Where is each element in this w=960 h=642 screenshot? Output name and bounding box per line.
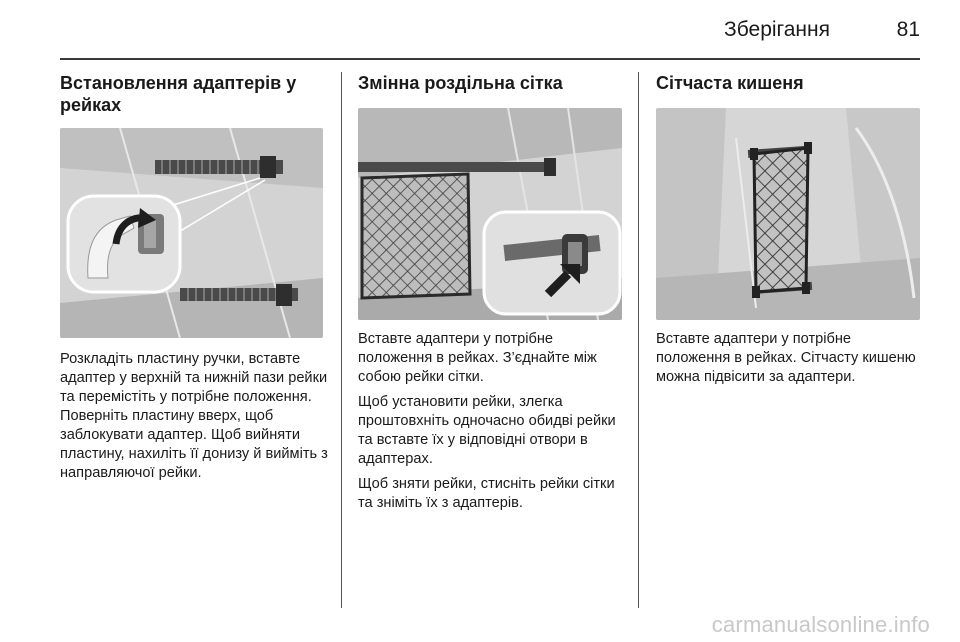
column-adapters <box>60 72 328 481</box>
paragraph: Щоб зняти рейки, стисніть рейки сітки та зніміть їх з адаптерів. <box>358 476 615 511</box>
text-partition-net <box>358 330 630 519</box>
heading-net-pocket: Сітчаста кишеня <box>656 73 804 93</box>
figure-adapter-in-rail <box>60 128 323 338</box>
column-net-pocket <box>656 72 922 385</box>
watermark: carmanualsonline.info <box>711 612 930 637</box>
paragraph: Вставте адаптери у потрібне положення в рейках. З’єднайте між собою рейки сітки. <box>358 331 597 385</box>
column-partition-net <box>358 72 624 511</box>
paragraph: Розкладіть пластину ручки, вставте адаптер у верхній та нижній пази рейки та перемістіть у потрібне положення. Поверніть пластину вверх, щоб заблокувати адаптер. Щоб вийняти пластину, нахиліть її донизу й вийміть з направляючої рейки. <box>60 351 328 481</box>
figure-partition-net <box>358 108 622 320</box>
text-net-pocket <box>656 330 918 393</box>
page-number: 81 <box>896 18 920 41</box>
paragraph: Щоб установити рейки, злегка проштовхніть одночасно обидві рейки та вставте їх у відповідні отвори в адаптерах. <box>358 394 616 467</box>
column-divider-1 <box>341 72 342 608</box>
text-adapters <box>60 350 328 489</box>
header-rule <box>60 58 920 60</box>
column-divider-2 <box>638 72 639 608</box>
figure-net-pocket <box>656 108 920 320</box>
section-title: Зберігання <box>724 18 830 41</box>
paragraph: Вставте адаптери у потрібне положення в рейках. Сітчасту кишеню можна підвісити за адаптери. <box>656 331 916 385</box>
heading-partition-net: Змінна роздільна сітка <box>358 73 563 93</box>
heading-adapters: Встановлення адаптерів у рейках <box>60 73 297 115</box>
